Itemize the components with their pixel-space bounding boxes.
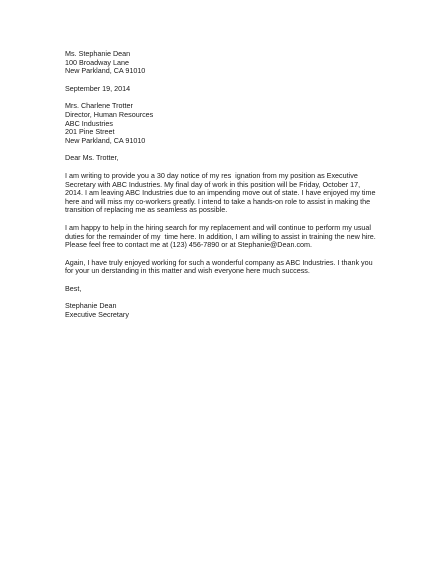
paragraph-line: here and will miss my co-workers greatly. I intend to take a hands-on role to assist in making the [65,196,371,206]
salutation [65,154,385,163]
recipient-address [65,102,385,145]
signature-name: Stephanie Dean [65,301,117,311]
paragraph-line: duties for the remainder of my time here. In addition, I am willing to assist in training the new hire. [65,231,376,241]
recipient-company: ABC Industries [65,118,113,128]
paragraph-line: I am writing to provide you a 30 day notice of my res ignation from my position as Executive [65,170,358,180]
paragraph-line: for your un derstanding in this matter and wish everyone here much success. [65,266,310,276]
paragraph-line: Please feel free to contact me at (123) 456-7890 or at Stephanie@Dean.com. [65,240,313,250]
signature-title: Executive Secretary [65,310,129,320]
sender-city: New Parkland, CA 91010 [65,66,146,76]
paragraph-line: transition of replacing me as seamless as possible. [65,205,228,215]
sender-name: Ms. Stephanie Dean [65,49,131,58]
date-text: September 19, 2014 [65,83,131,93]
body-paragraph-3 [65,259,385,276]
paragraph-line: Secretary with ABC Industries. My final day of work in this position will be Friday, October 17, [65,179,361,189]
recipient-title: Director, Human Resources [65,109,154,119]
recipient-city: New Parkland, CA 91010 [65,135,146,145]
sender-address [65,50,385,76]
body-paragraph-1 [65,172,385,215]
salutation-text: Dear Ms. Trotter, [65,153,119,163]
signature-block [65,302,385,319]
paragraph-line: I am happy to help in the hiring search for my replacement and will continue to perform my usual [65,222,372,232]
paragraph-line: Again, I have truly enjoyed working for such a wonderful company as ABC Industries. I thank you [65,257,373,267]
letter-date [65,85,385,94]
closing-text: Best, [65,283,82,293]
resignation-letter [65,50,385,320]
recipient-street: 201 Pine Street [65,127,115,137]
sender-street: 100 Broadway Lane [65,57,129,67]
body-paragraph-2 [65,224,385,250]
paragraph-line: 2014. I am leaving ABC Industries due to an impending move out of state. I have enjoyed my time [65,188,376,198]
closing [65,285,385,294]
recipient-name: Mrs. Charlene Trotter [65,101,133,111]
